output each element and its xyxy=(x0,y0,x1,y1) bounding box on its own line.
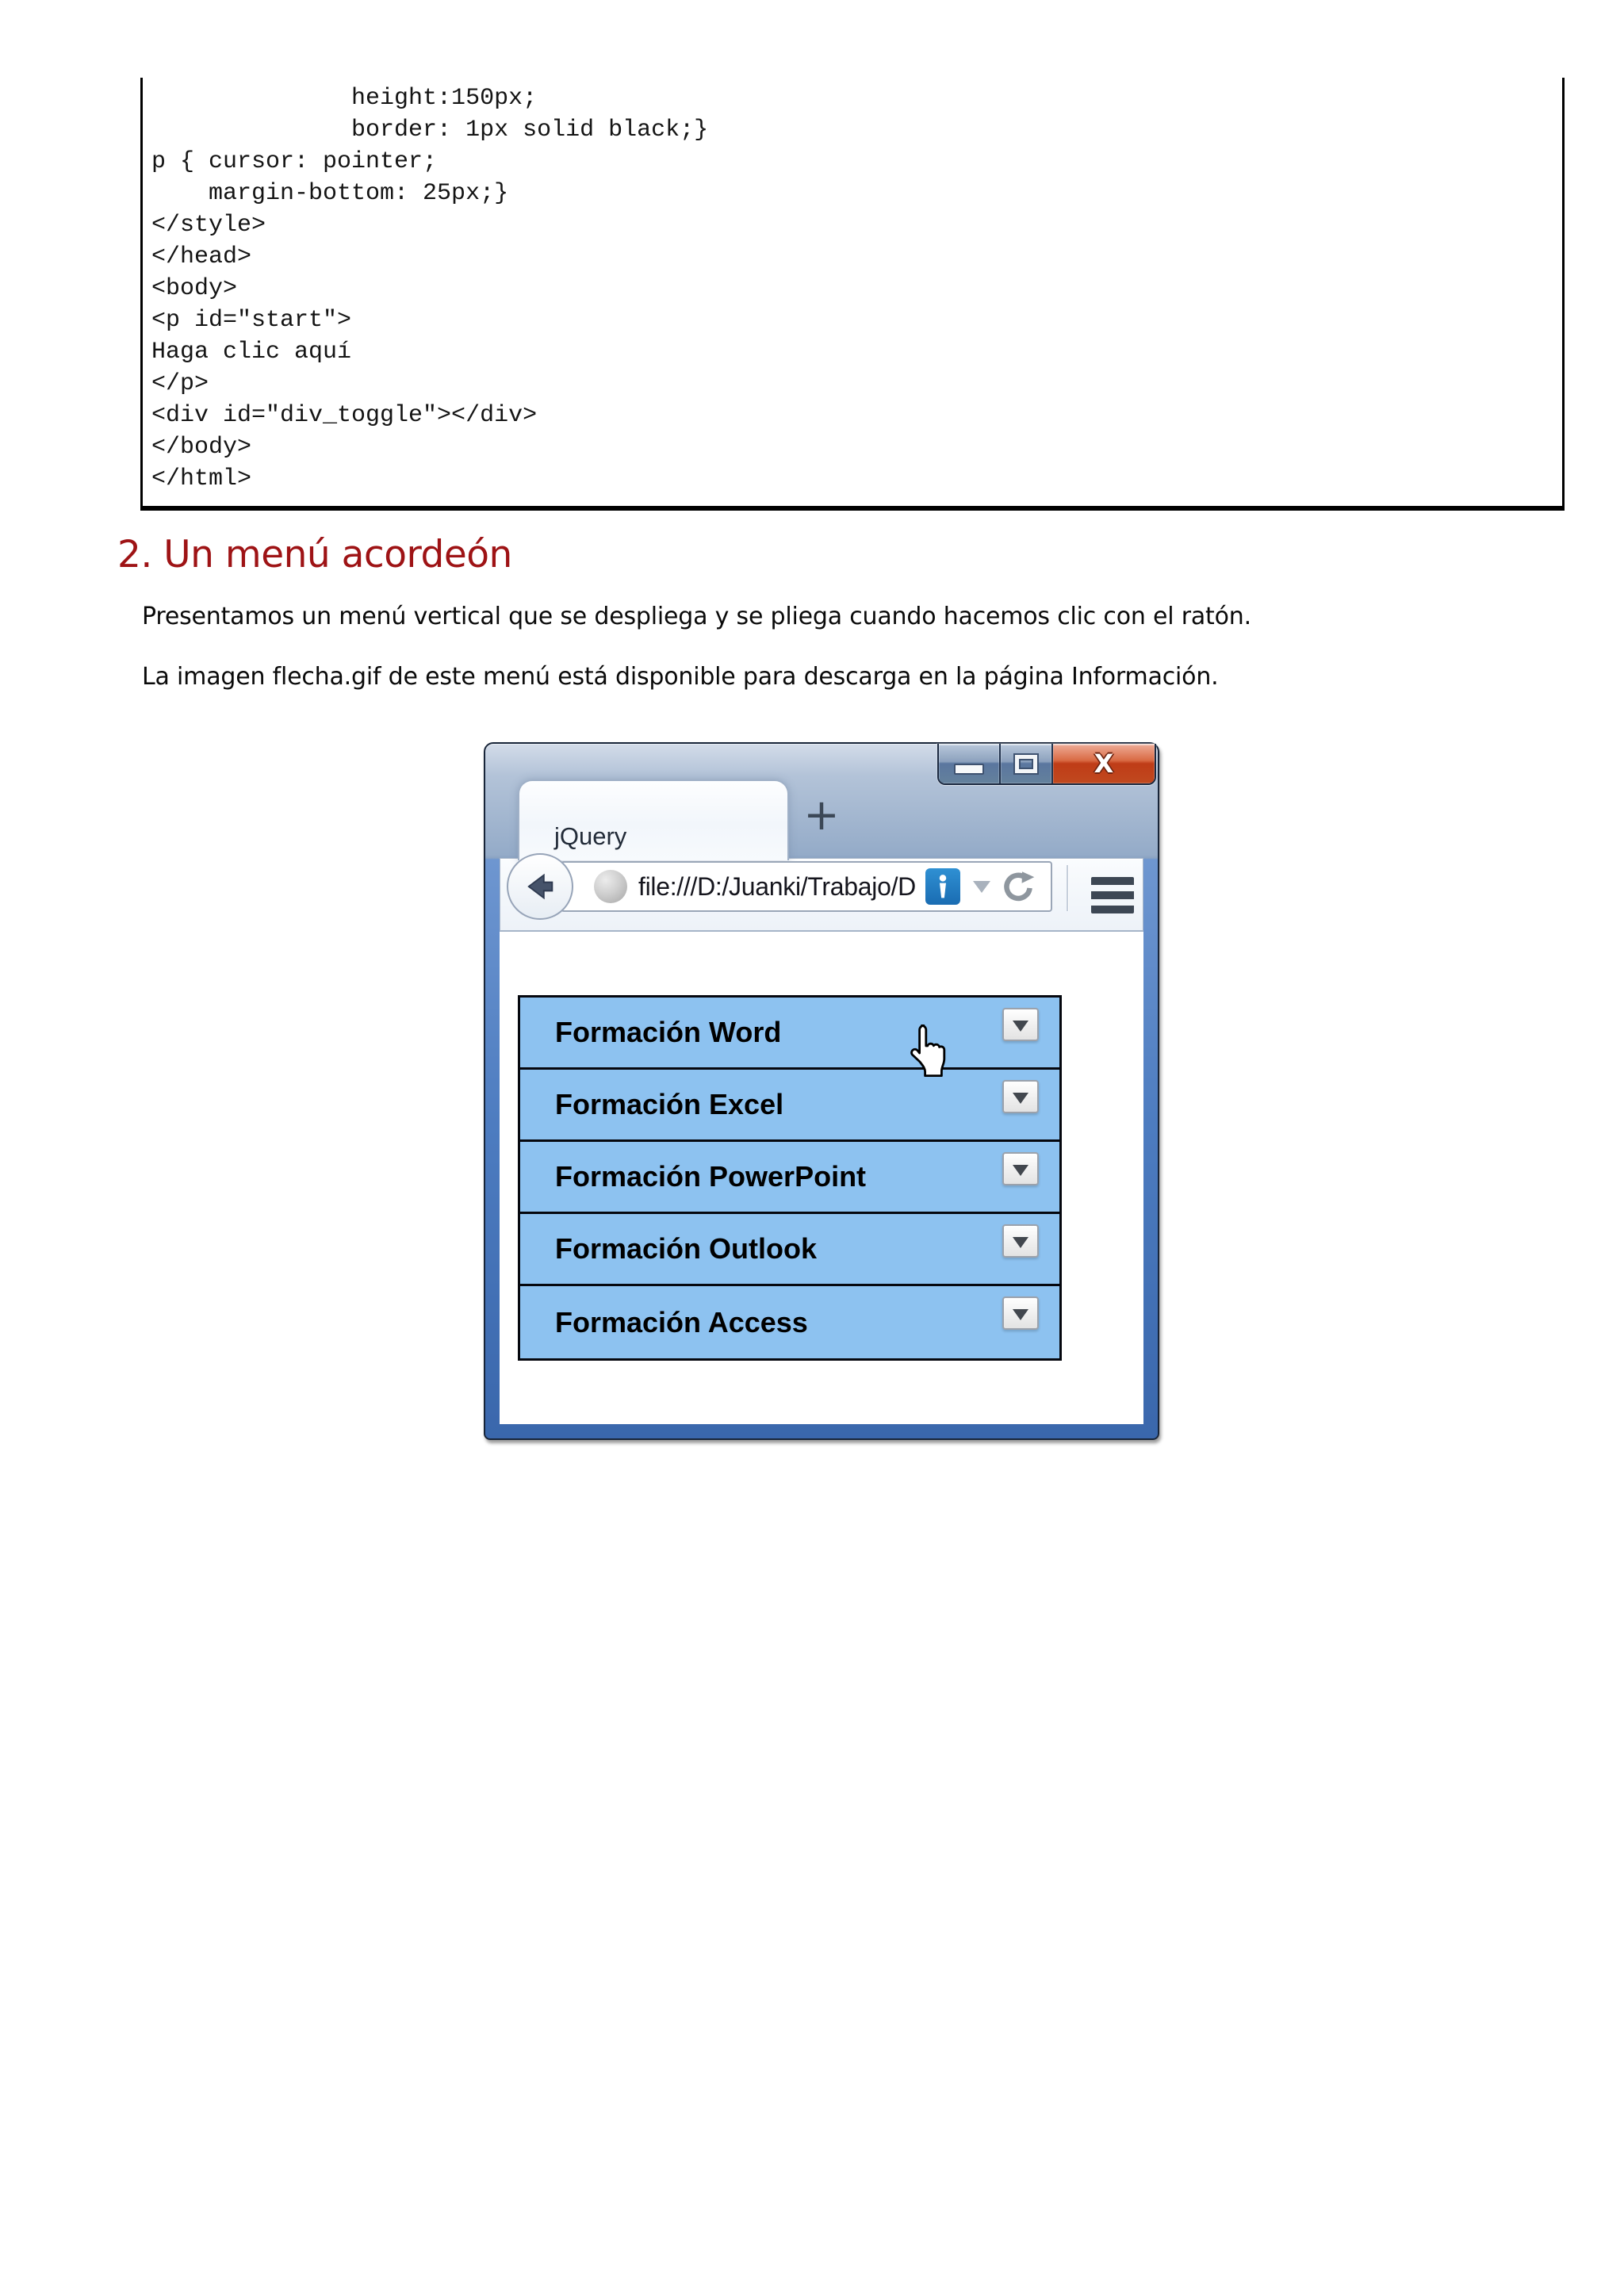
close-icon: X xyxy=(1094,749,1114,779)
hand-cursor-icon xyxy=(906,1024,950,1083)
minimize-button[interactable] xyxy=(939,744,1001,783)
dropdown-arrow-icon xyxy=(1013,1237,1028,1248)
code-line: <body> xyxy=(151,275,238,302)
accordion-menu xyxy=(518,995,1062,1361)
code-line: <p id="start"> xyxy=(151,307,352,334)
maximize-icon xyxy=(1015,755,1037,773)
menu-item-word[interactable] xyxy=(520,998,1059,1070)
menu-item-powerpoint[interactable] xyxy=(520,1142,1059,1214)
paragraph-intro: Presentamos un menú vertical que se despliega y se pliega cuando hacemos clic con el ratón. xyxy=(142,603,1251,630)
code-line: p { cursor: pointer; xyxy=(151,148,438,175)
chevron-down-icon[interactable] xyxy=(973,881,990,893)
code-line: </style> xyxy=(151,212,266,239)
dropdown-toggle-button[interactable] xyxy=(1002,1296,1039,1330)
paragraph-note: La imagen flecha.gif de este menú está disponible para descarga en la página Información. xyxy=(142,663,1219,691)
menu-item-outlook[interactable] xyxy=(520,1214,1059,1286)
menu-item-excel[interactable] xyxy=(520,1070,1059,1142)
menu-item-label: Formación Outlook xyxy=(555,1232,818,1265)
dropdown-arrow-icon xyxy=(1013,1309,1028,1320)
plus-icon: + xyxy=(803,790,840,840)
close-button[interactable] xyxy=(1053,744,1155,783)
menu-button[interactable] xyxy=(1090,876,1135,914)
code-line: </p> xyxy=(151,370,209,397)
url-text: file:///D:/Juanki/Trabajo/D xyxy=(638,871,916,901)
code-line: Haga clic aquí xyxy=(151,339,352,366)
browser-content xyxy=(500,931,1143,1424)
menu-item-access[interactable] xyxy=(520,1286,1059,1358)
navigation-toolbar xyxy=(500,858,1143,931)
section-heading: 2. Un menú acordeón xyxy=(117,533,512,576)
code-line: border: 1px solid black;} xyxy=(151,117,709,144)
dropdown-arrow-icon xyxy=(1013,1165,1028,1176)
dropdown-arrow-icon xyxy=(1013,1021,1028,1032)
code-line: </head> xyxy=(151,243,252,270)
dropdown-toggle-button[interactable] xyxy=(1002,1224,1039,1258)
menu-item-label: Formación Access xyxy=(555,1305,808,1338)
menu-item-label: Formación PowerPoint xyxy=(555,1160,867,1193)
browser-window xyxy=(484,742,1159,1440)
code-line: <div id="div_toggle"></div> xyxy=(151,402,538,429)
hamburger-icon xyxy=(1091,877,1134,913)
maximize-button[interactable] xyxy=(1001,744,1053,783)
back-arrow-icon xyxy=(522,868,558,905)
reload-button[interactable] xyxy=(1000,868,1036,905)
code-line: height:150px; xyxy=(151,85,538,112)
back-button[interactable] xyxy=(507,853,573,920)
dropdown-arrow-icon xyxy=(1013,1093,1028,1104)
globe-icon xyxy=(594,870,627,903)
url-bar[interactable] xyxy=(561,861,1052,912)
tab-jquery[interactable] xyxy=(518,779,789,860)
reload-icon xyxy=(1000,868,1036,905)
minimize-icon xyxy=(954,764,984,775)
window-controls xyxy=(937,744,1156,785)
dropdown-toggle-button[interactable] xyxy=(1002,1152,1039,1185)
menu-item-label: Formación Word xyxy=(555,1016,782,1048)
code-line: </html> xyxy=(151,465,252,492)
toolbar-separator xyxy=(1067,865,1068,911)
code-line: margin-bottom: 25px;} xyxy=(151,180,509,207)
code-block xyxy=(140,78,1565,511)
new-tab-button[interactable] xyxy=(802,790,841,840)
tab-label: jQuery xyxy=(554,822,627,850)
dropdown-toggle-button[interactable] xyxy=(1002,1008,1039,1041)
page-action-icon[interactable] xyxy=(925,868,960,905)
dropdown-toggle-button[interactable] xyxy=(1002,1080,1039,1113)
menu-item-label: Formación Excel xyxy=(555,1088,784,1120)
code-line: </body> xyxy=(151,434,252,461)
